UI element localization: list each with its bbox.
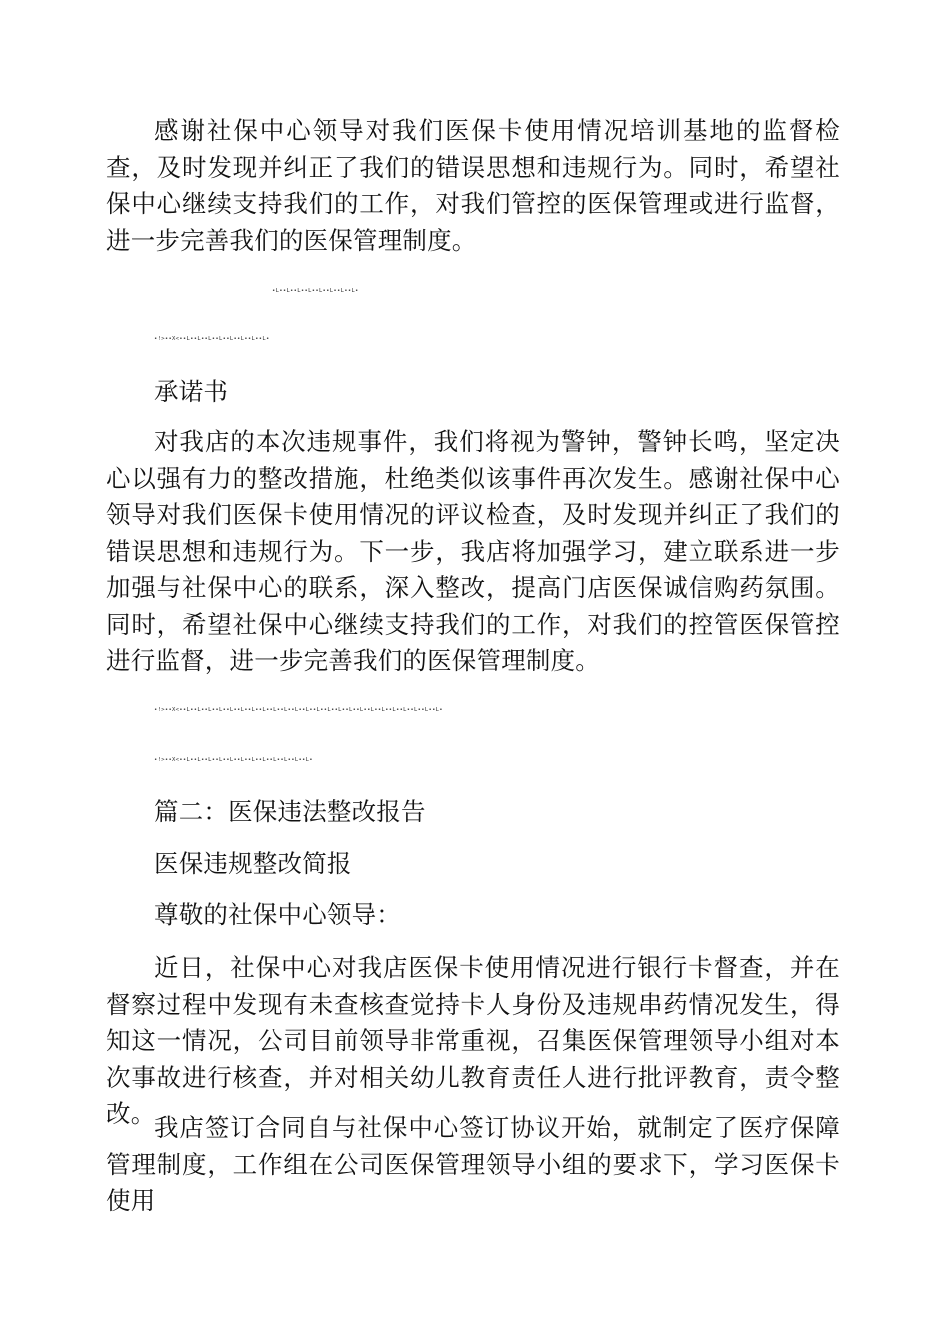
paragraph-inspection: 近日，社保中心对我店医保卡使用情况进行银行卡督查，并在督察过程中发现有未查核查觉持卡人身份及违规串药情况发生，得知这一情况，公司目前领导非常重视，召集医保管理领导小组对本次事故进行核查，并对相关幼儿教育责任人进行批评教育，责令整改。: [106, 953, 840, 1128]
garbled-marker-line: •L••L••L••L••L••L••L••L•: [272, 288, 359, 294]
heading-briefing: 医保违规整改简报: [154, 849, 352, 878]
paragraph-agreement: 我店签订合同自与社保中心签订协议开始，就制定了医疗保障管理制度，工作组在公司医保管理领导小组的要求下，学习医保卡使用: [106, 1113, 840, 1215]
garbled-marker-line: •!>••X<••L••L••L••L••L••L••L••L••L••L••L••L•: [154, 757, 313, 763]
heading-part-two: 篇二：医保违法整改报告: [154, 797, 426, 826]
garbled-marker-line: •!>••X<••L••L••L••L••L••L••L••L••L••L••L••L••L••L••L••L••L••L••L••L••L••L••L••L•: [154, 707, 443, 713]
salutation: 尊敬的社保中心领导：: [154, 900, 401, 929]
paragraph-thanks: 感谢社保中心领导对我们医保卡使用情况培训基地的监督检查，及时发现并纠正了我们的错误思想和违规行为。同时，希望社保中心继续支持我们的工作，对我们管控的医保管理或进行监督，进一步完善我们的医保管理制度。: [106, 116, 840, 255]
paragraph-commitment: 对我店的本次违规事件，我们将视为警钟，警钟长鸣，坚定决心以强有力的整改措施，杜绝类似该事件再次发生。感谢社保中心领导对我们医保卡使用情况的评议检查，及时发现并纠正了我们的错误思想和违规行为。下一步，我店将加强学习，建立联系进一步加强与社保中心的联系，深入整改，提高门店医保诚信购药氛围。同时，希望社保中心继续支持我们的工作，对我们的控管医保管控进行监督，进一步完善我们的医保管理制度。: [106, 427, 840, 675]
garbled-marker-line: •!>••X<••L••L••L••L••L••L••L••L•: [154, 336, 270, 342]
heading-commitment: 承诺书: [154, 377, 229, 406]
